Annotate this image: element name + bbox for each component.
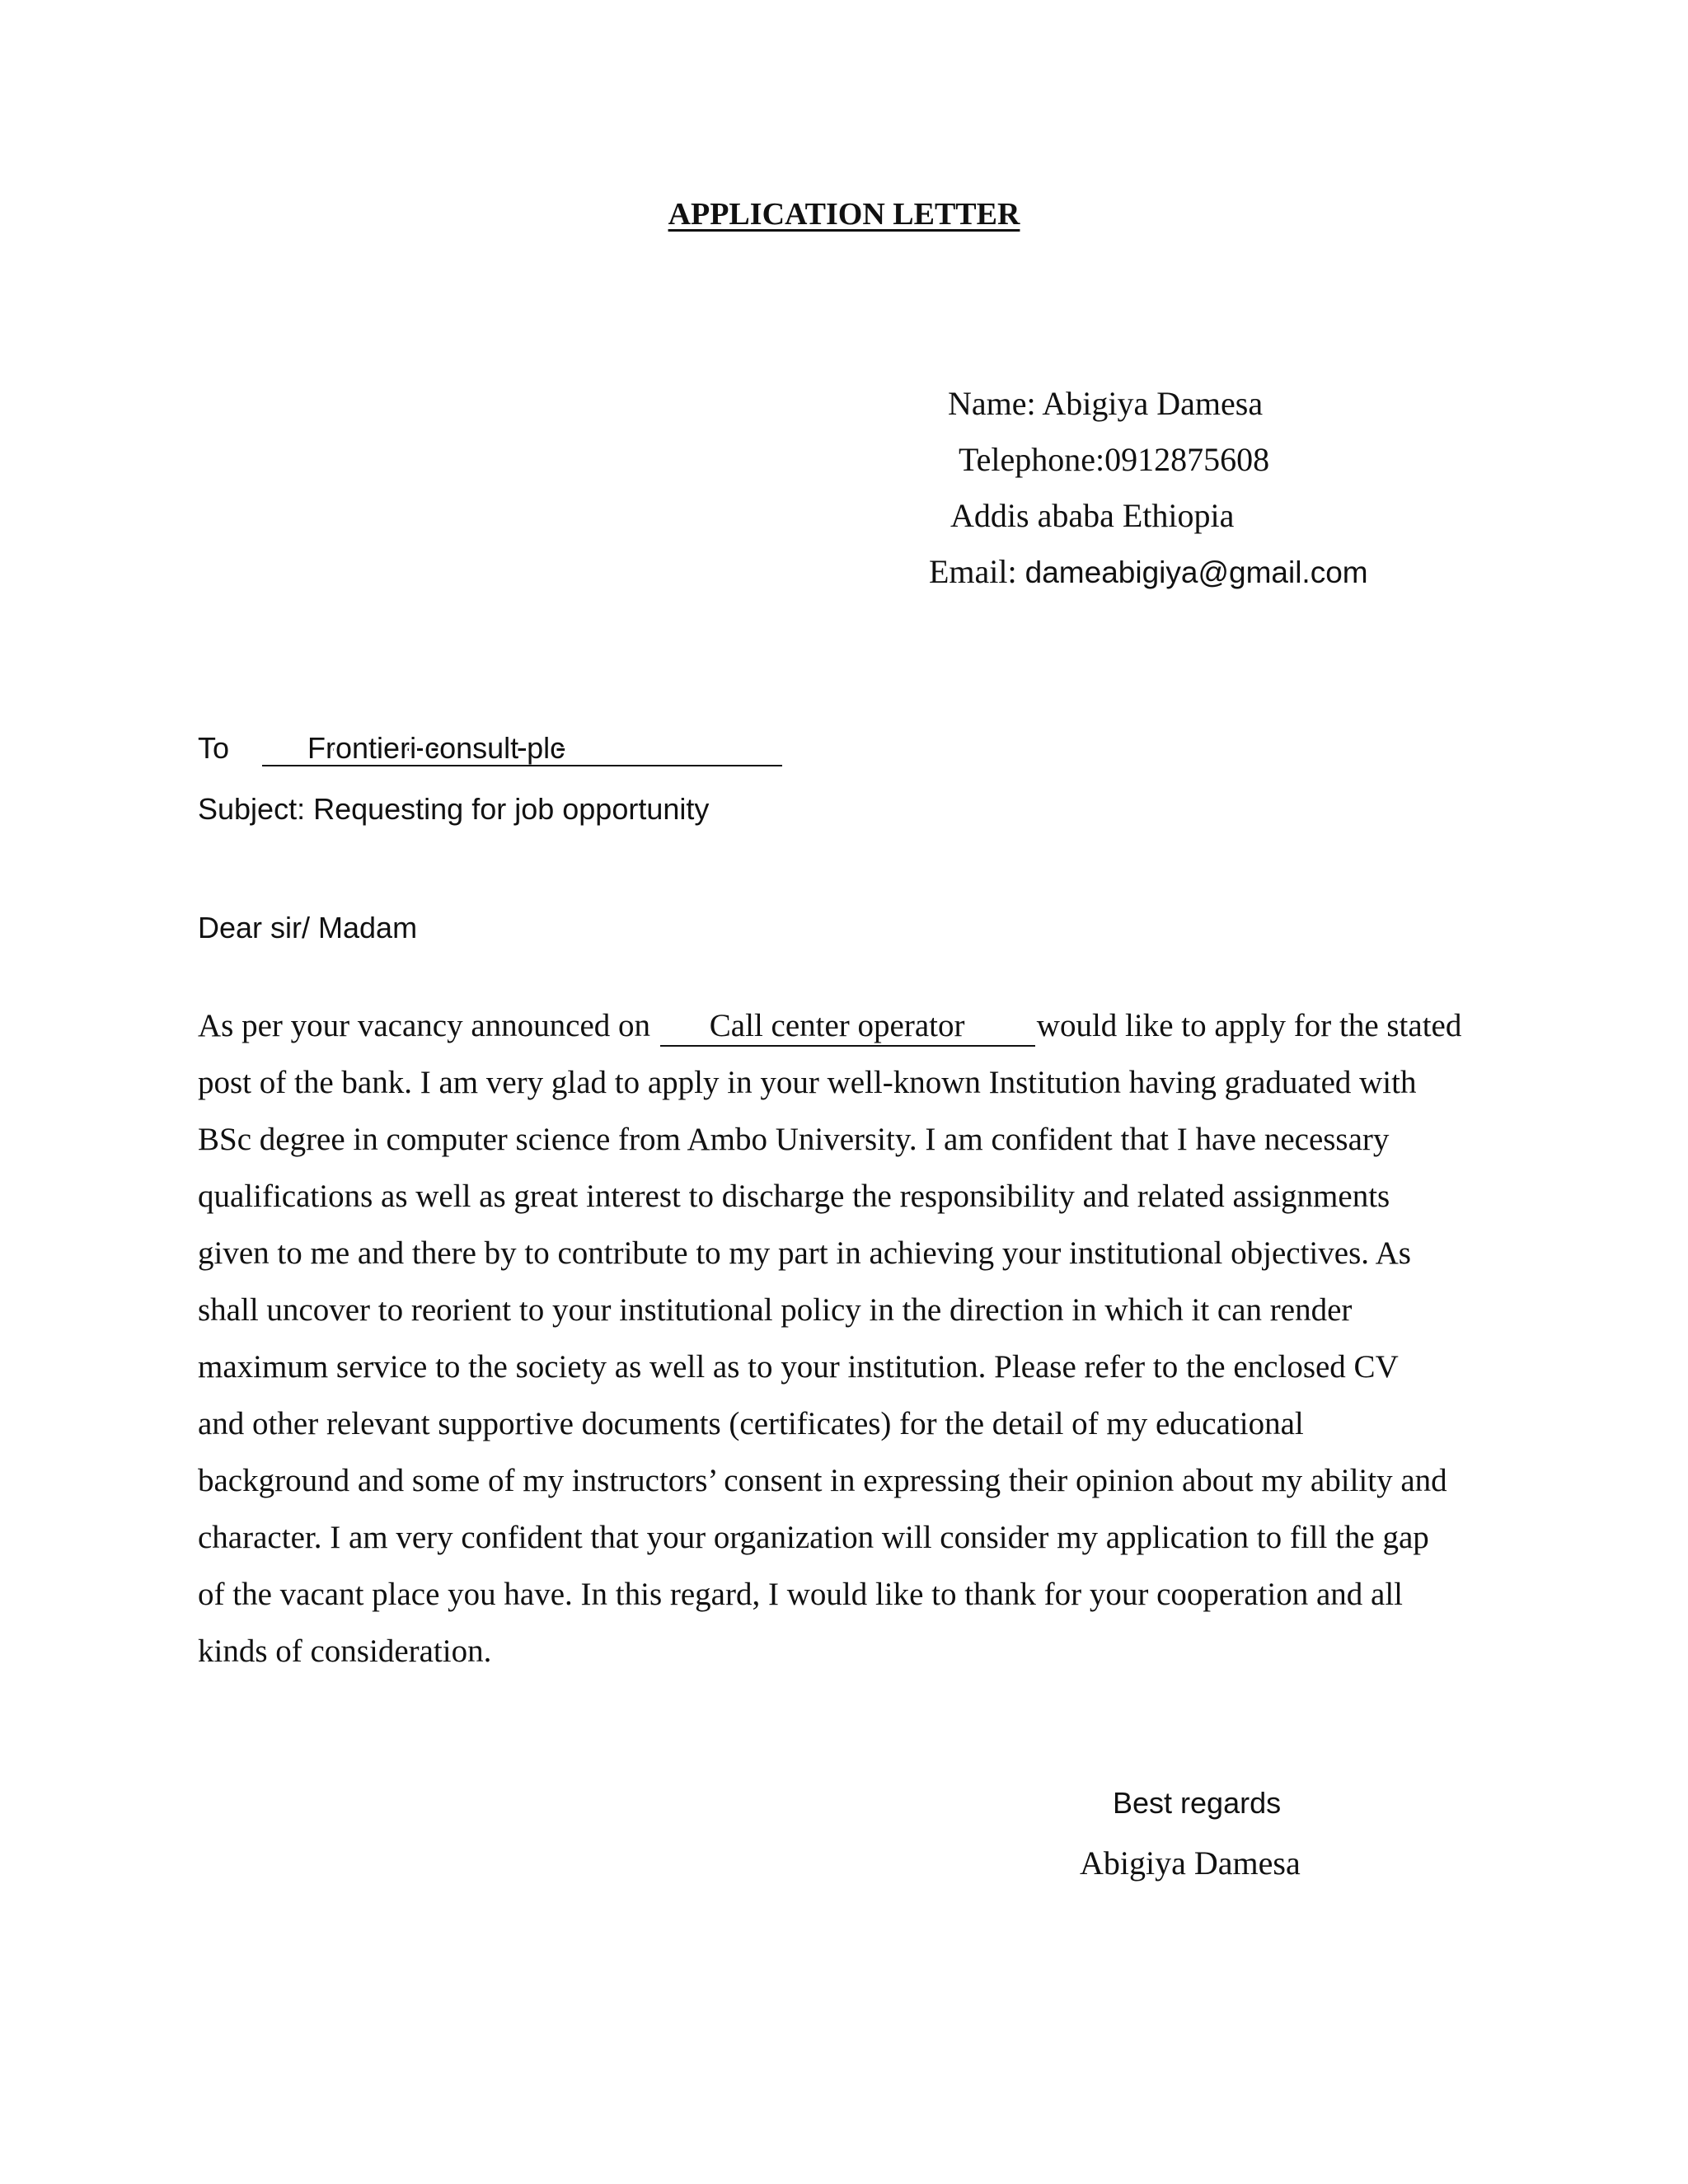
body-line: and other relevant supportive documents (certificates) for the detail of my educational [198,1406,1304,1441]
body-line: maximum service to the society as well as to your institution. Please refer to the enclosed CV [198,1349,1399,1385]
salutation: Dear sir/ Madam [198,911,418,944]
email-address: dameabigiya@gmail.com [1025,555,1368,589]
body-line-start: As per your vacancy announced on [198,1008,659,1043]
letter-body [198,997,1533,1680]
recipient-line [198,733,782,766]
closing: Best regards [1113,1786,1282,1820]
signature-name: Abigiya Damesa [1080,1844,1301,1882]
sender-address: Addis ababa Ethiopia [950,497,1235,534]
body-line [198,997,1533,1054]
body-line-end: would like to apply for the stated [1036,1008,1462,1043]
body-line: qualifications as well as great interest to discharge the responsibility and related assignments [198,1179,1390,1214]
sender-telephone: Telephone:0912875608 [959,441,1270,478]
body-line: given to me and there by to contribute to my part in achieving your institutional objectives. As [198,1235,1411,1271]
body-line: of the vacant place you have. In this regard, I would like to thank for your cooperation and all [198,1577,1404,1612]
position-field: Call center operator [660,1008,1035,1047]
letter-title: APPLICATION LETTER [668,197,1020,232]
body-line: shall uncover to reorient to your institutional policy in the direction in which it can render [198,1292,1353,1328]
email-label: Email: [929,553,1025,590]
recipient-company: Frontieri consult plc [262,733,782,766]
sender-email [929,555,1368,588]
subject-line: Subject: Requesting for job opportunity [198,792,710,826]
body-line: BSc degree in computer science from Ambo University. I am confident that I have necessary [198,1122,1390,1157]
body-line: kinds of consideration. [198,1633,492,1669]
body-line: post of the bank. I am very glad to apply in your well-known Institution having graduated with [198,1065,1417,1100]
to-label: To [198,731,230,765]
sender-name: Name: Abigiya Damesa [948,385,1264,422]
body-line: character. I am very confident that your organization will consider my application to fill the gap [198,1520,1429,1555]
body-line: background and some of my instructors’ consent in expressing their opinion about my ability and [198,1463,1447,1498]
